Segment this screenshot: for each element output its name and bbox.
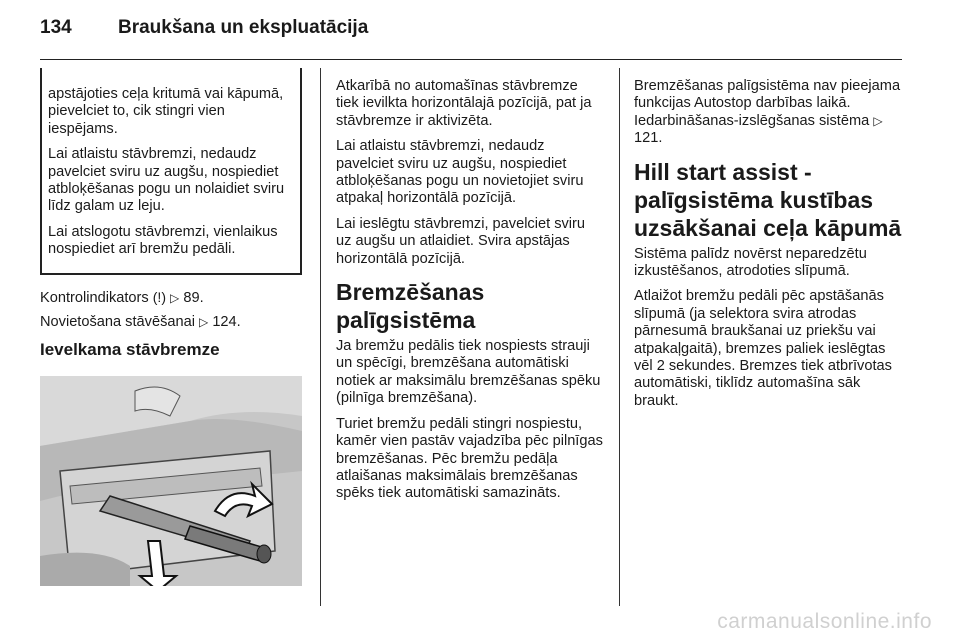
parking-brake-illustration bbox=[40, 376, 302, 586]
column-3 bbox=[634, 78, 904, 418]
col2-paragraph-5: Turiet bremžu pedāli stingri nospiestu, kamēr vien pastāv vajadzība pēc pilnīgas bremzēšanas. Pēc bremžu pedāļa atlaišanas maksimālais bremzēšanas spēks tiek automātiski samazināts. bbox=[336, 415, 603, 502]
box-paragraph-1: apstājoties ceļa kritumā vai kāpumā, pievelciet to, cik stingri vien iespējams. bbox=[48, 86, 284, 137]
parking-brake-drawing bbox=[40, 376, 302, 586]
col3-paragraph-3: Atlaižot bremžu pedāli pēc apstāšanās slīpumā (ja selektora svira atrodas pārnesumā braukšanai uz priekšu vai atpakaļgaitā), bremzes paliek ieslēgtas vēl 2 sekundes. Bremzes tiek atbrīvotas automātiski, tiklīdz automašīna sāk braukt. bbox=[634, 288, 892, 409]
box-paragraph-2: Lai atlaistu stāvbremzi, nedaudz pavelciet sviru uz augšu, nospiediet atbloķēšanas pogu un nolaidiet sviru līdz galam uz leju. bbox=[48, 146, 285, 215]
indicator-page-ref: 89. bbox=[183, 289, 204, 306]
indicator-reference bbox=[40, 289, 302, 307]
brake-warning-icon: (!) bbox=[152, 288, 166, 305]
section-heading-retractable-brake: Ievelkama stāvbremze bbox=[40, 340, 220, 360]
col3-page-ref: 121. bbox=[634, 130, 663, 147]
heading-line-2: palīgsistēma bbox=[336, 307, 476, 334]
column-divider-2 bbox=[619, 68, 620, 606]
heading-line-3: uzsākšanai ceļa kāpumā bbox=[634, 214, 902, 241]
heading-line-1: Hill start assist - bbox=[634, 158, 812, 185]
col2-paragraph-2: Lai atlaistu stāvbremzi, nedaudz pavelciet sviru uz augšu, nospiediet atbloķēšanas pogu un novietojiet sviru atpakaļ horizontālā pozīcijā. bbox=[336, 138, 584, 207]
column-2 bbox=[336, 78, 604, 511]
col3-paragraph-1 bbox=[634, 78, 904, 148]
col2-paragraph-1: Atkarībā no automašīnas stāvbremze tiek ievilkta horizontālajā pozīcijā, pat ja stāvbremze ir aktivizēta. bbox=[336, 78, 592, 129]
col3-paragraph-1-text: Bremzēšanas palīgsistēma nav pieejama funkcijas Autostop darbības laikā. Iedarbināšanas-izslēgšanas sistēma bbox=[634, 78, 901, 129]
column-1 bbox=[40, 68, 302, 367]
parking-reference bbox=[40, 314, 302, 331]
page-ref-arrow-icon: ▷ bbox=[873, 113, 883, 128]
box-paragraph-3: Lai atslogotu stāvbremzi, vienlaikus nospiediet arī bremžu pedāli. bbox=[48, 223, 278, 258]
column-divider-1 bbox=[320, 68, 321, 606]
parking-page-ref: 124. bbox=[212, 314, 241, 331]
indicator-label: Kontrolindikators bbox=[40, 289, 149, 306]
heading-line-2: palīgsistēma kustības bbox=[634, 186, 874, 213]
section-heading-hill-start-assist bbox=[634, 158, 904, 242]
col2-paragraph-4: Ja bremžu pedālis tiek nospiests strauji un spēcīgi, bremzēšana automātiski notiek ar maksimālu bremzēšanas spēku (pilnīga bremzēšana). bbox=[336, 338, 601, 407]
page-number: 134 bbox=[40, 17, 72, 38]
col3-paragraph-2: Sistēma palīdz novērst neparedzētu izkustēšanos, atrodoties slīpumā. bbox=[634, 245, 867, 280]
watermark: carmanualsonline.info bbox=[717, 610, 932, 633]
boxed-note bbox=[40, 68, 302, 275]
heading-line-1: Bremzēšanas bbox=[336, 279, 485, 306]
page-ref-arrow-icon: ▷ bbox=[199, 315, 209, 330]
parking-label: Novietošana stāvēšanai bbox=[40, 314, 195, 331]
col2-paragraph-3: Lai ieslēgtu stāvbremzi, pavelciet sviru uz augšu un atlaidiet. Svira apstājas horizontālā pozīcijā. bbox=[336, 215, 586, 267]
section-heading-brake-assist bbox=[336, 278, 604, 334]
page-ref-arrow-icon: ▷ bbox=[170, 290, 180, 305]
header-rule bbox=[40, 59, 902, 60]
page-title: Braukšana un ekspluatācija bbox=[118, 17, 369, 38]
